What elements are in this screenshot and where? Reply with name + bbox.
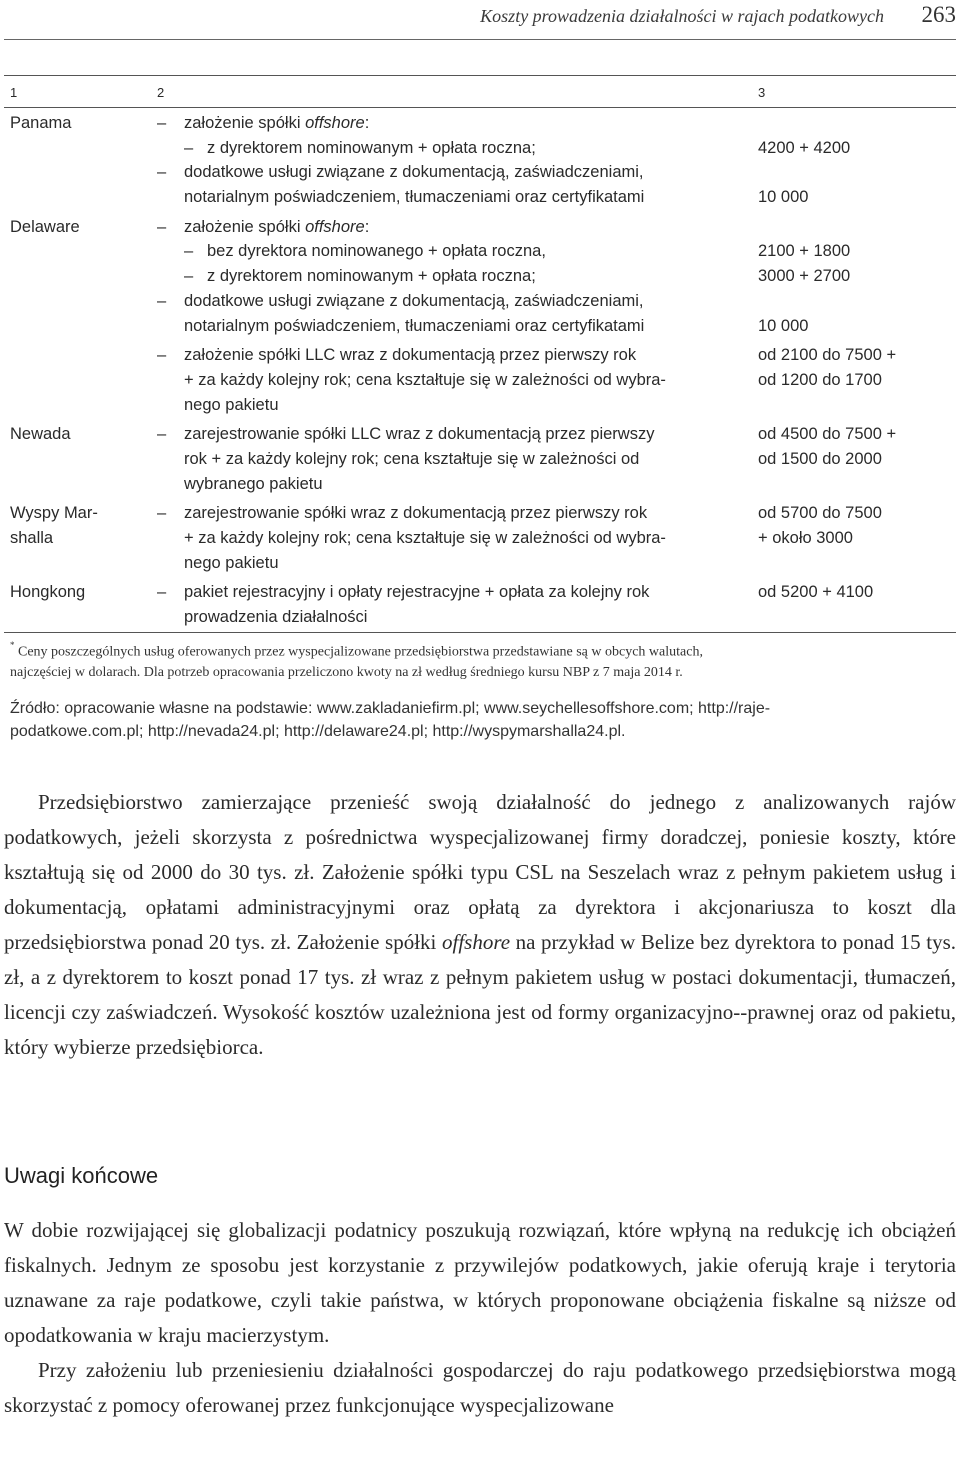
cost-value: + około 3000 xyxy=(758,529,853,547)
item-line: pakiet rejestracyjny i opłaty rejestracyjne + opłata za kolejny rok xyxy=(184,583,650,601)
source-line: Źródło: opracowanie własne na podstawie: www.zakladaniefirm.pl; www.seychellesoffshore.com; http://raje- xyxy=(10,700,771,717)
dash-mark: – xyxy=(184,139,194,157)
body-paragraph-2 xyxy=(4,1213,956,1423)
running-title: Koszty prowadzenia działalności w rajach podatkowych xyxy=(480,6,884,26)
table-source xyxy=(10,697,955,743)
paragraph-text: Przedsiębiorstwo zamierzające przenieść swoją działalność do jednego z analizowanych rajów podatkowych, jeżeli skorzysta z pośrednictwa wyspecjalizowanej firmy doradczej, poniesie koszty, które kształtują się od 2000 do 30 tys. zł. Założenie spółki typu CSL na Seszelach wraz z pełnym pakietem usług i dokumentacją, opłatami administracyjnymi oraz opłatą za dyrektora i akcjonariusza to koszt dla przedsiębiorstwa ponad 20 tys. zł. Założenie spółki xyxy=(4,790,956,954)
section-heading: Uwagi końcowe xyxy=(4,1163,159,1188)
item-italic: offshore xyxy=(305,218,365,236)
table-top-rule xyxy=(4,75,956,76)
dash-mark: – xyxy=(157,114,167,132)
dash-mark: – xyxy=(157,346,167,364)
item-text: założenie spółki xyxy=(184,218,306,236)
cost-value: 3000 + 2700 xyxy=(758,267,851,285)
item-line: + za każdy kolejny rok; cena kształtuje się w zależności od wybra- xyxy=(184,529,666,547)
dash-mark: – xyxy=(157,163,167,181)
item-line: dodatkowe usługi związane z dokumentacją, zaświadczeniami, xyxy=(184,292,644,310)
country-cell: Delaware xyxy=(10,218,80,236)
footnote-line xyxy=(10,637,955,663)
page-number: 263 xyxy=(921,2,956,27)
item-line: rok + za każdy kolejny rok; cena kształtuje się w zależności od xyxy=(184,450,640,468)
item-line: notarialnym poświadczeniem, tłumaczeniami oraz certyfikatami xyxy=(184,188,645,206)
country-cell: Newada xyxy=(10,425,71,443)
dash-mark: – xyxy=(157,218,167,236)
item-text: : xyxy=(364,114,370,132)
item-line xyxy=(184,215,369,239)
dash-mark: – xyxy=(157,292,167,310)
item-italic: offshore xyxy=(305,114,365,132)
col-header-3: 3 xyxy=(758,85,766,100)
cost-value: 10 000 xyxy=(758,188,809,206)
cost-value: od 2100 do 7500 + xyxy=(758,346,897,364)
cost-value: 4200 + 4200 xyxy=(758,139,851,157)
dash-mark: – xyxy=(157,425,167,443)
col-header-2: 2 xyxy=(157,85,165,100)
col-header-1: 1 xyxy=(10,85,18,100)
header-rule xyxy=(4,39,956,40)
item-line: dodatkowe usługi związane z dokumentacją, zaświadczeniami, xyxy=(184,163,644,181)
cost-value: od 4500 do 7500 + xyxy=(758,425,897,443)
cost-value: od 1500 do 2000 xyxy=(758,450,882,468)
item-line: nego pakietu xyxy=(184,396,279,414)
item-line: założenie spółki LLC wraz z dokumentacją przez pierwszy rok xyxy=(184,346,637,364)
cost-value: od 1200 do 1700 xyxy=(758,371,882,389)
footnote-text: Ceny poszczególnych usług oferowanych przez wyspecjalizowane przedsiębiorstwa przedstawiane są w obcych walutach, xyxy=(14,644,703,660)
item-line: notarialnym poświadczeniem, tłumaczeniami oraz certyfikatami xyxy=(184,317,645,335)
item-line xyxy=(184,111,369,135)
country-cell: Hongkong xyxy=(10,583,86,601)
dash-mark: – xyxy=(157,504,167,522)
country-cell: shalla xyxy=(10,529,54,547)
item-line: zarejestrowanie spółki wraz z dokumentacją przez pierwszy rok xyxy=(184,504,648,522)
dash-mark: – xyxy=(184,242,194,260)
cost-value: od 5700 do 7500 xyxy=(758,504,882,522)
footnote-line: najczęściej w dolarach. Dla potrzeb opracowania przeliczono kwoty na zł według średniego kursu NBP z 7 maja 2014 r. xyxy=(10,664,683,680)
country-cell: Wyspy Mar- xyxy=(10,504,98,522)
item-line: z dyrektorem nominowanym + opłata roczna; xyxy=(207,139,536,157)
source-line: podatkowe.com.pl; http://nevada24.pl; http://delaware24.pl; http://wyspymarshalla24.pl. xyxy=(10,723,626,740)
cost-value: 2100 + 1800 xyxy=(758,242,851,260)
body-paragraph-1 xyxy=(4,785,956,1065)
cost-value: od 5200 + 4100 xyxy=(758,583,874,601)
item-line: nego pakietu xyxy=(184,554,279,572)
paragraph-text: na przykład w Belize bez dyrektora to ponad 15 tys. zł, a z dyrektorem to koszt ponad 17 tys. zł wraz z pełnym pakietem usług w postaci dokumentacji, tłumaczeń, licencji czy zaświadczeń. Wysokość kosztów uzależniona jest od formy organizacyjno--prawnej oraz od pakietu, który wybierze przedsiębiorca. xyxy=(4,930,956,1059)
page-header xyxy=(0,0,960,40)
item-line: wybranego pakietu xyxy=(184,475,323,493)
paragraph-italic: offshore xyxy=(441,930,511,954)
cost-value: 10 000 xyxy=(758,317,809,335)
item-line: bez dyrektora nominowanego + opłata roczna, xyxy=(207,242,546,260)
table-footnote xyxy=(10,637,955,683)
table-bottom-rule xyxy=(4,632,956,633)
paragraph xyxy=(4,785,956,1065)
item-line: + za każdy kolejny rok; cena kształtuje się w zależności od wybra- xyxy=(184,371,666,389)
country-cell: Panama xyxy=(10,114,72,132)
item-line: prowadzenia działalności xyxy=(184,608,368,626)
item-line: zarejestrowanie spółki LLC wraz z dokumentacją przez pierwszy xyxy=(184,425,655,443)
item-text: : xyxy=(364,218,370,236)
dash-mark: – xyxy=(184,267,194,285)
footnote-mark: * xyxy=(10,640,15,650)
item-line: z dyrektorem nominowanym + opłata roczna; xyxy=(207,267,536,285)
paragraph: W dobie rozwijającej się globalizacji podatnicy poszukują rozwiązań, które wpłyną na redukcję ich obciążeń fiskalnych. Jednym ze sposobu jest korzystanie z przywilejów podatkowych, jakie oferują kraje i terytoria uznawane za raje podatkowe, czyli takie państwa, w których proponowane obciążenia fiskalne są niższe od opodatkowania w kraju macierzystym. xyxy=(4,1218,956,1347)
dash-mark: – xyxy=(157,583,167,601)
table-header-rule xyxy=(4,107,956,108)
paragraph: Przy założeniu lub przeniesieniu działalności gospodarczej do raju podatkowego przedsiębiorstwa mogą skorzystać z pomocy oferowanej przez funkcjonujące wyspecjalizowane xyxy=(4,1358,956,1417)
item-text: założenie spółki xyxy=(184,114,306,132)
